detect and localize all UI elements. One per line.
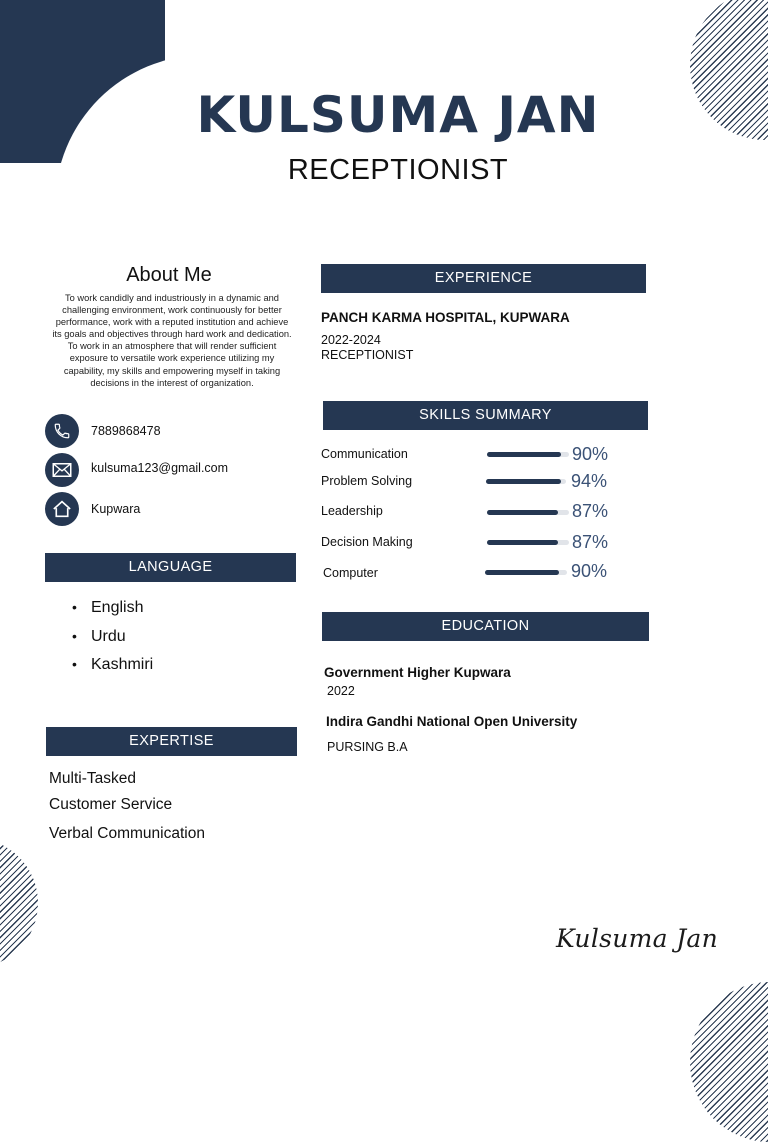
home-icon bbox=[45, 492, 79, 526]
language-item: • Urdu bbox=[72, 625, 153, 654]
skill-bar-track bbox=[487, 452, 569, 457]
skill-bar-track bbox=[486, 479, 566, 484]
mail-icon bbox=[45, 453, 79, 487]
skill-percent: 94% bbox=[571, 471, 608, 491]
skill-bar-fill bbox=[487, 510, 558, 515]
skill-percent: 90% bbox=[572, 444, 609, 464]
phone-number: 7889868478 bbox=[91, 424, 161, 438]
education-heading: EDUCATION bbox=[322, 612, 649, 641]
skill-bar-track bbox=[487, 510, 569, 515]
skill-bar-fill bbox=[486, 479, 561, 484]
skill-name: Computer bbox=[323, 566, 378, 580]
expertise-item: Verbal Communication bbox=[49, 825, 205, 842]
applicant-name: KULSUMA JAN bbox=[196, 86, 600, 144]
employer-name: PANCH KARMA HOSPITAL, KUPWARA bbox=[321, 310, 570, 325]
language-list bbox=[72, 596, 153, 682]
skill-name: Communication bbox=[321, 447, 408, 461]
hatched-circle-decoration bbox=[690, 982, 768, 1142]
expertise-item: Customer Service bbox=[49, 796, 173, 813]
phone-icon bbox=[45, 414, 79, 448]
skill-bar-fill bbox=[485, 570, 559, 575]
skill-name: Leadership bbox=[321, 504, 383, 518]
about-heading: About Me bbox=[126, 264, 212, 286]
about-text: To work candidly and industriously in a dynamic and challenging environment, work continuously for better performance, work with a reputed institution and achieve its goals and objectives through hard work and dedication. To work in an atmosphere that will render sufficient exposure to versatile work experience utilizing my capability, my skills and empowering myself in taking decisions in the interest of organization. bbox=[52, 293, 292, 388]
employment-years: 2022-2024 bbox=[321, 333, 381, 347]
skill-bar-fill bbox=[487, 452, 561, 457]
education-school: Government Higher Kupwara bbox=[324, 665, 511, 680]
language-heading: LANGUAGE bbox=[45, 553, 296, 582]
education-detail: 2022 bbox=[327, 684, 355, 698]
employment-position: RECEPTIONIST bbox=[321, 348, 414, 362]
skill-percent: 90% bbox=[571, 561, 608, 581]
skill-name: Decision Making bbox=[321, 535, 413, 549]
experience-heading: EXPERIENCE bbox=[321, 264, 646, 293]
home-address: Kupwara bbox=[91, 502, 141, 516]
email-address: kulsuma123@gmail.com bbox=[91, 461, 229, 475]
signature: Kulsuma Jan bbox=[556, 924, 719, 953]
expertise-heading: EXPERTISE bbox=[46, 727, 297, 756]
skill-bar-track bbox=[487, 540, 569, 545]
education-detail: PURSING B.A bbox=[327, 740, 408, 754]
education-school: Indira Gandhi National Open University bbox=[326, 714, 578, 729]
skills-heading: SKILLS SUMMARY bbox=[323, 401, 648, 430]
skill-percent: 87% bbox=[572, 532, 609, 552]
skill-name: Problem Solving bbox=[321, 474, 413, 488]
skill-bar-fill bbox=[487, 540, 558, 545]
hatched-circle-decoration bbox=[0, 838, 38, 968]
language-item: • Kashmiri bbox=[72, 653, 153, 682]
job-title: RECEPTIONIST bbox=[287, 154, 509, 186]
expertise-item: Multi-Tasked bbox=[49, 770, 136, 787]
skill-percent: 87% bbox=[572, 501, 609, 521]
skill-bar-track bbox=[485, 570, 567, 575]
language-item: • English bbox=[72, 596, 153, 625]
